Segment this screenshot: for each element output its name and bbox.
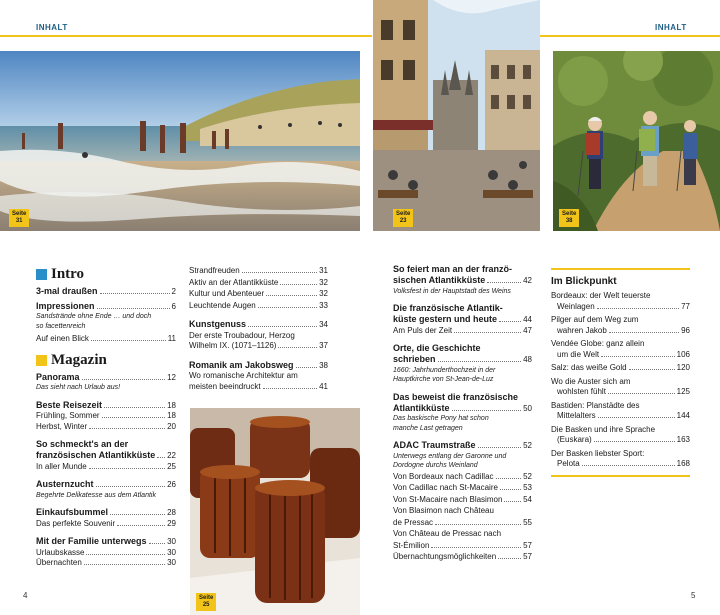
entry-subtitle: Dordogne durchs Weinland [393,462,478,469]
entry-item: Von Blasimon nach Château [393,506,494,515]
toc-entry[interactable] [551,315,690,336]
entry-item: St-Émilion [393,540,430,550]
entry-item: de Pressac [393,517,434,527]
entry-title: Einkaufsbummel [36,507,109,517]
entry-item: Weinlagen [557,301,595,311]
toc-column-1 [36,266,176,572]
entry-page: 6 [171,301,176,311]
entry-item: Mittelalters [557,411,596,420]
toc-entry[interactable] [36,536,176,569]
entry-page: 50 [523,403,532,413]
toc-entry[interactable] [551,425,690,446]
entry-title: Auf einen Blick [36,334,89,343]
toc-entry[interactable] [393,440,532,563]
entry-item: Strandfreuden [189,266,240,275]
entry-title: küste gestern und heute [393,314,498,324]
right-page-number: 5 [691,591,696,600]
entry-item: Übernachtungsmöglichkeiten [393,552,497,561]
badge-label: Seite [199,595,214,601]
entry-item: wohlsten fühlt [557,387,606,396]
entry-item: Von Bordeaux nach Cadillac [393,471,494,481]
entry-page: 22 [167,451,176,460]
entry-page: 168 [676,459,690,468]
toc-entry[interactable] [393,343,532,385]
entry-page: 11 [167,334,176,343]
entry-page: 34 [319,320,328,329]
entry-page: 30 [167,537,176,546]
entry-item: Urlaubskasse [36,547,85,557]
toc-entry[interactable] [551,377,690,398]
entry-page: 32 [319,289,328,298]
street-page-badge [393,209,413,227]
blickpunkt-box [551,268,690,477]
entry-item: Wo die Auster sich am [551,376,631,386]
entry-item: Das perfekte Souvenir [36,518,116,528]
entry-subtitle: Sandstrände ohne Ende … und doch [36,313,152,320]
toc-entry[interactable] [551,363,690,374]
entry-item: Übernachten [36,558,82,567]
badge-page: 25 [202,602,210,608]
beach-photo [0,51,360,231]
entry-page: 30 [167,547,176,557]
entry-item: Von St-Macaire nach Blasimon [393,494,503,504]
left-header-title: INHALT [36,23,68,32]
entry-title: Atlantikküste [393,402,450,413]
entry-item: Pilger auf dem Weg zum [551,315,639,324]
entry-item: Wilhelm IX. (1071–1126) [189,341,277,350]
entry-title: So schmeckt's an der [36,439,129,449]
toc-item[interactable] [189,278,328,289]
entry-item: Kultur und Abenteuer [189,289,265,298]
entry-item: Frühling, Sommer [36,411,100,420]
badge-label: Seite [396,211,411,217]
intro-section-title [36,266,176,283]
entry-item: Leuchtende Augen [189,300,256,310]
entry-page: 96 [681,325,690,335]
entry-item: um die Welt [557,349,600,359]
entry-page: 47 [523,325,532,335]
magazin-square-icon [36,355,47,366]
canele-photo [190,408,360,615]
entry-subtitle: so facettenreich [36,322,86,330]
entry-subtitle: Unterwegs entlang der Garonne und [393,452,507,460]
entry-title: Panorama [36,371,80,382]
toc-column-3 [393,264,532,566]
entry-page: 42 [523,276,532,285]
right-header-title: INHALT [655,23,687,32]
badge-page: 38 [565,218,573,224]
entry-page: 26 [167,480,176,489]
entry-page: 106 [676,349,690,359]
street-photo [373,0,540,231]
entry-page: 37 [319,341,328,350]
badge-page: 31 [15,218,23,224]
entry-item: Aktiv an der Atlantikküste [189,277,279,287]
toc-entry[interactable] [551,291,690,312]
right-header-rule [540,35,720,37]
entry-item: wahren Jakob [557,325,607,335]
left-header-rule [0,35,372,37]
magazin-section-title [36,352,176,369]
entry-subtitle: Volksfest in der Hauptstadt des Weins [393,287,511,295]
hikers-photo [553,51,720,231]
entry-page: 57 [523,540,532,550]
entry-title: französischen Atlantikküste [36,450,156,460]
toc-item[interactable] [189,301,328,312]
entry-subtitle: Das sieht nach Urlaub aus! [36,384,121,391]
entry-subtitle: manche Last getragen [393,424,463,432]
entry-page: 57 [523,552,532,561]
entry-item: Salz: das weiße Gold [551,363,627,372]
magazin-title: Magazin [51,351,107,368]
box-top-rule [551,268,690,270]
entry-page: 54 [523,494,532,504]
entry-subtitle: Das baskische Pony hat schon [393,415,489,422]
toc-entry[interactable] [36,301,176,332]
entry-page: 28 [167,508,176,517]
entry-page: 125 [676,387,690,396]
entry-page: 120 [676,363,690,372]
entry-page: 41 [319,381,328,391]
toc-entry[interactable] [36,439,176,472]
entry-title: So feiert man an der franzö- [393,264,513,274]
entry-title: 3-mal draußen [36,286,98,296]
entry-subtitle: Hauptkirche von St-Jean-de-Luz [393,376,494,383]
entry-title: Orte, die Geschichte [393,343,481,353]
entry-page: 25 [167,461,176,471]
toc-entry[interactable] [393,303,532,336]
entry-page: 31 [319,266,328,275]
entry-title: Kunstgenuss [189,319,247,329]
entry-page: 20 [167,421,176,431]
badge-label: Seite [12,211,27,217]
toc-entry[interactable] [36,334,176,345]
toc-entry[interactable] [393,392,532,434]
entry-item: (Euskara) [557,435,592,444]
toc-entry[interactable] [551,339,690,360]
entry-title: Impressionen [36,300,95,311]
entry-item: meisten beeindruckt [189,381,261,391]
entry-title: Mit der Familie unterwegs [36,536,147,546]
entry-page: 29 [167,518,176,528]
entry-title: ADAC Traumstraße [393,440,476,450]
entry-page: 44 [523,315,532,324]
toc-entry[interactable] [36,286,176,298]
badge-label: Seite [562,211,577,217]
hikers-page-badge [559,209,579,227]
entry-item: Die Basken und ihre Sprache [551,424,656,434]
toc-entry[interactable] [36,479,176,500]
entry-page: 77 [681,301,690,311]
entry-title: Das beweist die französische [393,391,519,402]
badge-page: 23 [399,218,407,224]
entry-title: Romanik am Jakobsweg [189,359,294,370]
toc-entry[interactable] [551,401,690,422]
box-bottom-rule [551,475,690,477]
toc-entry[interactable] [551,449,690,470]
entry-page: 52 [523,471,532,481]
entry-item: Bastiden: Planstädte des [551,400,640,410]
entry-page: 2 [171,287,176,296]
entry-item: Von Cadillac nach St-Macaire [393,483,498,492]
entry-item: Von Château de Pressac nach [393,529,502,538]
toc-entry[interactable] [393,264,532,296]
toc-entry[interactable] [189,319,328,352]
entry-page: 52 [523,441,532,450]
entry-page: 48 [523,355,532,364]
entry-item: In aller Munde [36,461,87,471]
entry-title: Die französische Atlantik- [393,303,503,313]
intro-square-icon [36,269,47,280]
toc-entry[interactable] [36,400,176,433]
entry-page: 32 [319,277,328,287]
entry-page: 163 [676,435,690,444]
entry-page: 53 [523,483,532,492]
intro-title: Intro [51,266,85,282]
beach-page-badge [9,209,29,227]
entry-page: 12 [167,372,176,382]
entry-page: 38 [319,360,328,370]
entry-item: Vendée Globe: ganz allein [551,339,645,348]
blickpunkt-title: Im Blickpunkt [551,276,617,287]
entry-subtitle: Begehrte Delikatesse aus dem Atlantik [36,491,156,499]
toc-entry[interactable] [36,507,176,529]
toc-item[interactable] [189,266,328,277]
entry-item: Der Basken liebster Sport: [551,448,645,458]
entry-title: schrieben [393,354,436,364]
entry-item: Bordeaux: der Welt teuerste [551,291,651,300]
entry-title: sischen Atlantikküste [393,275,486,285]
entry-page: 55 [523,517,532,527]
entry-title: Austernzucht [36,479,94,489]
toc-entry[interactable] [189,360,328,393]
toc-column-2 [189,266,328,395]
entry-page: 18 [167,411,176,420]
entry-item: Der erste Troubadour, Herzog [189,330,295,340]
entry-item: Wo romanische Architektur am [189,371,298,380]
entry-subtitle: 1660: Jahrhunderthochzeit in der [393,366,496,374]
entry-page: 30 [167,558,176,567]
entry-item: Am Puls der Zeit [393,325,453,335]
entry-page: 144 [676,411,690,420]
entry-page: 33 [319,300,328,310]
canele-page-badge [196,593,216,611]
entry-title: Beste Reisezeit [36,399,103,410]
entry-item: Herbst, Winter [36,421,88,431]
toc-item[interactable] [189,289,328,300]
left-page-number: 4 [23,591,28,600]
toc-entry[interactable] [36,372,176,393]
entry-page: 18 [167,400,176,410]
entry-item: Pelota [557,459,580,468]
